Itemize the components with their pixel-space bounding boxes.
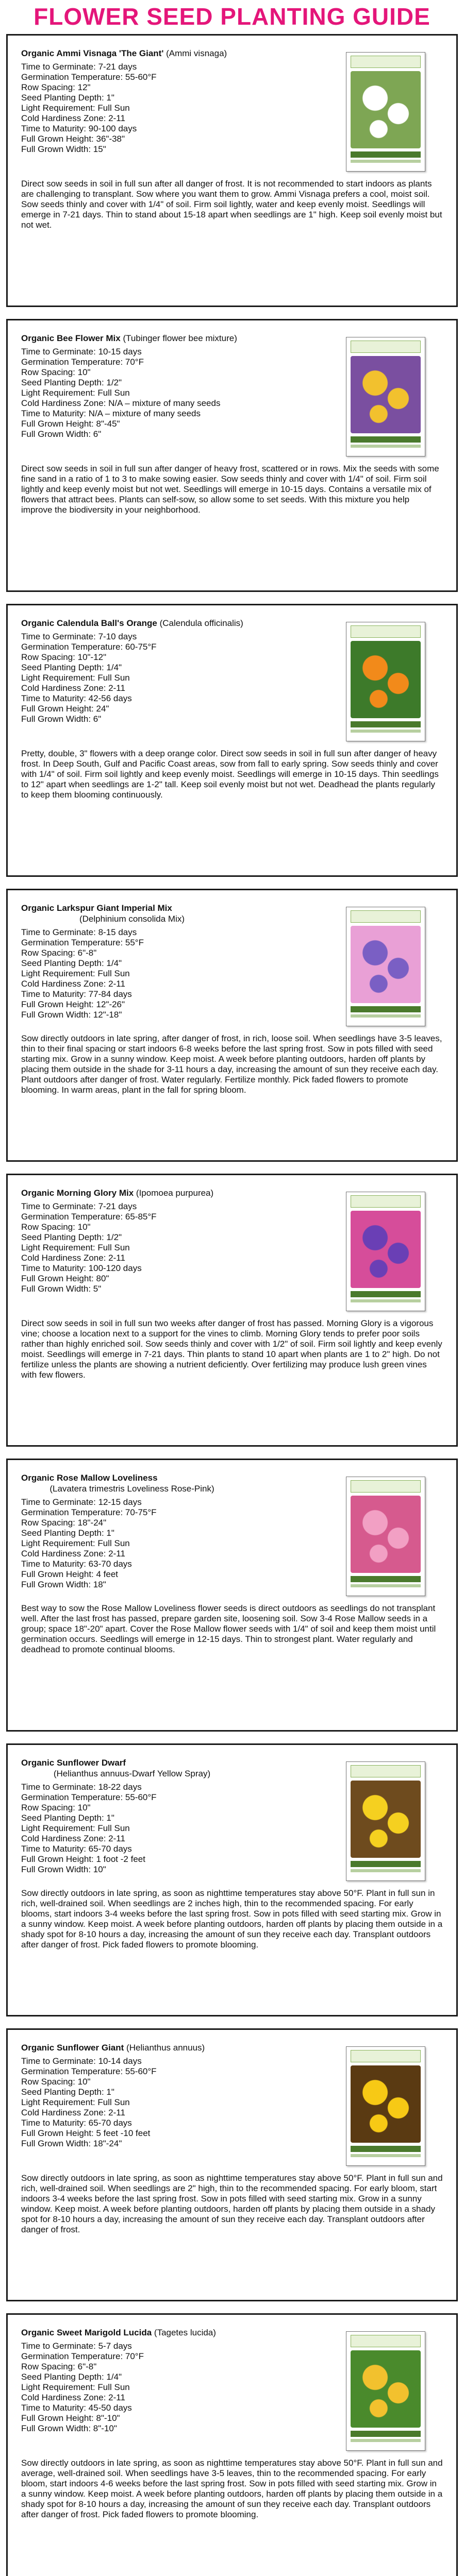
- seed-packet-image: [346, 622, 425, 741]
- spec-line: Cold Hardiness Zone: N/A – mixture of many seeds: [21, 398, 221, 408]
- spec-line: Time to Germinate: 12-15 days: [21, 1497, 142, 1507]
- seed-card-title: [21, 1757, 310, 1779]
- seed-name: Organic Sweet Marigold Lucida: [21, 2328, 152, 2337]
- spec-line: Seed Planting Depth: 1": [21, 1528, 114, 1538]
- spec-line: Full Grown Height: 8"-45": [21, 419, 120, 429]
- seed-latin-name: (Helianthus annuus): [126, 2043, 205, 2053]
- spec-line: Seed Planting Depth: 1/4": [21, 958, 122, 968]
- seed-card: [6, 889, 458, 1162]
- spec-line: Full Grown Height: 4 feet: [21, 1569, 119, 1579]
- seed-latin-subtitle: (Helianthus annuus-Dwarf Yellow Spray): [53, 1769, 211, 1778]
- spec-line: Full Grown Height: 8"-10": [21, 2413, 120, 2423]
- seed-card-title: [21, 903, 310, 924]
- spec-line: Time to Germinate: 18-22 days: [21, 1782, 142, 1792]
- spec-line: Time to Maturity: 63-70 days: [21, 1559, 132, 1569]
- seed-packet-image: [346, 337, 425, 456]
- seed-name: Organic Larkspur Giant Imperial Mix: [21, 903, 172, 913]
- spec-line: Full Grown Width: 6": [21, 429, 102, 439]
- seed-planting-instructions: Sow directly outdoors in late spring, as soon as nighttime temperatures stay above 50°F. Plant in full sun and average, well-drained soil. When seedlings have 3-5 leaves, thin to the recommended spacing. For early bloom, start indoors 4-6 weeks before the last spring frost. Sow in pots filled with seed starting mix. Grow in a sunny window. Keep moist. A week before planting outdoors, harden off plants by placing them outside in a shady spot for 8-10 hours a day, increasing the amount of sun they receive each day. Transplant outdoors after danger of frost. Pick faded flowers to promote blooming.: [21, 2458, 443, 2519]
- spec-line: Full Grown Width: 18"-24": [21, 2139, 122, 2148]
- spec-line: Seed Planting Depth: 1": [21, 2087, 114, 2097]
- seed-name: Organic Ammi Visnaga 'The Giant': [21, 48, 164, 58]
- spec-line: Seed Planting Depth: 1/2": [21, 1232, 122, 1242]
- seed-card-title: [21, 618, 310, 629]
- seed-card: [6, 1174, 458, 1447]
- spec-line: Time to Maturity: 65-70 days: [21, 2118, 132, 2128]
- spec-line: Full Grown Width: 15": [21, 144, 106, 154]
- spec-line: Light Requirement: Full Sun: [21, 1538, 130, 1548]
- seed-planting-instructions: Pretty, double, 3" flowers with a deep orange color. Direct sow seeds in soil in full sun after danger of heavy frost. In Deep South, Gulf and Pacific Coast areas, sow from fall to early spring. Sow seeds thinly and cover with 1/4" of soil. Firm soil lightly and keep evenly moist. Seedlings will emerge in 10-15 days. Thin seedlings to 12" apart when seedlings are 1-2" tall. Keep soil evenly moist but not wet. Deadhead the plants regularly to keep them blooming continuously.: [21, 749, 439, 800]
- seed-planting-instructions: Direct sow seeds in soil in full sun after all danger of frost. It is not recommended to start indoors as plants are challenging to transplant. Sow where you want them to grow. Ammi Visnaga prefers a cool, moist soil. Sow seeds thinly and cover with 1/4" of soil. Firm soil lightly, water and keep evenly moist. Seedlings will emerge in 7-21 days. Thin to stand about 15-18 apart when seedlings are 1" high. Keep soil evenly moist but not wet.: [21, 179, 442, 230]
- spec-line: Germination Temperature: 55-60°F: [21, 1792, 157, 1802]
- seed-planting-instructions: Direct sow seeds in soil in full sun after danger of heavy frost, scattered or in rows. Mix the seeds with some fine sand in a ratio of 1 to 3 to make sowing easier. Sow seeds thinly and cover with 1/4" of soil. Firm soil lightly and keep evenly moist but not wet. Seedlings will emerge in 10-15 days. Contains a versatile mix of flowers that attract bees. Plants can self-sow, so allow some to set seeds. With this mixture you help improve the biodiversity in your neighborhood.: [21, 464, 439, 515]
- spec-line: Time to Germinate: 10-15 days: [21, 347, 142, 357]
- spec-line: Cold Hardiness Zone: 2-11: [21, 2108, 125, 2117]
- seed-packet-image: [346, 52, 425, 172]
- seed-name: Organic Sunflower Giant: [21, 2043, 124, 2053]
- seed-packet-image: [346, 1192, 425, 1311]
- spec-line: Full Grown Height: 36"-38": [21, 134, 125, 144]
- spec-line: Germination Temperature: 65-85°F: [21, 1212, 157, 1222]
- seed-card-title: [21, 333, 310, 344]
- seed-packet-image: [346, 2331, 425, 2451]
- seed-latin-name: (Calendula officinalis): [159, 618, 243, 628]
- seed-latin-name: (Tubinger flower bee mixture): [123, 333, 237, 343]
- seed-latin-subtitle: (Delphinium consolida Mix): [79, 914, 185, 924]
- spec-line: Light Requirement: Full Sun: [21, 103, 130, 113]
- seed-planting-instructions: Best way to sow the Rose Mallow Loveliness flower seeds is direct outdoors as seedlings do not transplant well. After the last frost has passed, prepare garden site, loosening soil. Sow 3-4 Rose Mallow seeds in a group; space 18"-20" apart. Cover the Rose Mallow flower seeds with 1/4" of soil and keep them moist until germination occurs. Seedlings will emerge in 12-15 days. Thin to strongest plant. Water regularly and deadhead to promote continual blooms.: [21, 1603, 436, 1654]
- spec-line: Time to Maturity: N/A – mixture of many seeds: [21, 409, 201, 418]
- spec-line: Row Spacing: 6"-8": [21, 948, 97, 958]
- seed-specs: [21, 2341, 310, 2434]
- seed-name: Organic Morning Glory Mix: [21, 1188, 134, 1198]
- spec-line: Full Grown Height: 5 feet -10 feet: [21, 2128, 151, 2138]
- spec-line: Light Requirement: Full Sun: [21, 673, 130, 683]
- seed-specs: [21, 1201, 310, 1294]
- spec-line: Time to Maturity: 77-84 days: [21, 989, 132, 999]
- spec-line: Cold Hardiness Zone: 2-11: [21, 979, 125, 989]
- seed-specs: [21, 1782, 310, 1875]
- spec-line: Germination Temperature: 55-60°F: [21, 72, 157, 82]
- spec-line: Light Requirement: Full Sun: [21, 1823, 130, 1833]
- spec-line: Row Spacing: 18"-24": [21, 1518, 107, 1528]
- seed-specs: [21, 347, 310, 439]
- seed-card-title: [21, 2327, 310, 2338]
- seed-card: [6, 2313, 458, 2576]
- spec-line: Light Requirement: Full Sun: [21, 2097, 130, 2107]
- spec-line: Time to Germinate: 7-10 days: [21, 632, 137, 641]
- seed-latin-subtitle: (Lavatera trimestris Loveliness Rose-Pink): [49, 1484, 214, 1494]
- spec-line: Full Grown Width: 8"-10": [21, 2424, 117, 2433]
- seed-specs: [21, 1497, 310, 1590]
- seed-packet-image: [346, 1761, 425, 1881]
- spec-line: Cold Hardiness Zone: 2-11: [21, 2393, 125, 2402]
- spec-line: Row Spacing: 12": [21, 82, 91, 92]
- spec-line: Germination Temperature: 55°F: [21, 938, 144, 947]
- seed-planting-instructions: Direct sow seeds in soil in full sun two weeks after danger of frost has passed. Morning Glory is a vigorous vine; choose a location next to a support for the vines to climb. Morning Glory tends to prefer poor soils rather than highly enriched soil. Sow seeds thinly and cover with 1/2" of soil. Firm soil lightly and keep evenly moist. Seedlings will emerge in 7-21 days. Thin plants to stand 10 apart when plants are 1 to 2" high. Do not fertilize unless the plants are showing a nutrient deficiently. Over fertilizing may produce lush green vines with few flowers.: [21, 1318, 442, 1380]
- seed-card: [6, 319, 458, 592]
- seed-name: Organic Bee Flower Mix: [21, 333, 121, 343]
- spec-line: Row Spacing: 10": [21, 2077, 91, 2087]
- seed-name: Organic Sunflower Dwarf: [21, 1758, 126, 1768]
- seed-card-title: [21, 1472, 310, 1494]
- spec-line: Full Grown Width: 12"-18": [21, 1010, 122, 1020]
- seed-specs: [21, 2056, 310, 2149]
- seed-name: Organic Rose Mallow Loveliness: [21, 1473, 158, 1483]
- spec-line: Full Grown Width: 6": [21, 714, 102, 724]
- spec-line: Light Requirement: Full Sun: [21, 969, 130, 978]
- seed-card-list: [0, 34, 464, 2576]
- seed-card-title: [21, 1188, 310, 1198]
- spec-line: Time to Maturity: 100-120 days: [21, 1263, 142, 1273]
- seed-planting-instructions: Sow directly outdoors in late spring, after danger of frost, in rich, loose soil. When seedlings have 3-5 leaves, thin to their final spacing or start indoors 6-8 weeks before the last spring frost. Sow in pots filled with seed starting mix. Grow in a sunny window. Keep moist. A week before planting outdoors, harden off plants by placing them outside in the shade for 3-11 hours a day, increasing the amount of sun they receive each day. Plant outdoors after danger of frost. Water regularly. Fertilize monthly. Pick faded flowers to promote blooming. In warm areas, plant in the fall for spring bloom.: [21, 1033, 442, 1095]
- seed-latin-name: (Ipomoea purpurea): [136, 1188, 214, 1198]
- spec-line: Seed Planting Depth: 1": [21, 1813, 114, 1823]
- spec-line: Seed Planting Depth: 1/2": [21, 378, 122, 387]
- spec-line: Cold Hardiness Zone: 2-11: [21, 113, 125, 123]
- spec-line: Full Grown Width: 10": [21, 1865, 106, 1874]
- seed-card: [6, 604, 458, 877]
- spec-line: Full Grown Width: 5": [21, 1284, 102, 1294]
- spec-line: Time to Germinate: 10-14 days: [21, 2056, 142, 2066]
- seed-name: Organic Calendula Ball's Orange: [21, 618, 157, 628]
- spec-line: Time to Maturity: 45-50 days: [21, 2403, 132, 2413]
- spec-line: Seed Planting Depth: 1/4": [21, 2372, 122, 2382]
- spec-line: Time to Maturity: 65-70 days: [21, 1844, 132, 1854]
- seed-latin-name: (Tagetes lucida): [154, 2328, 216, 2337]
- spec-line: Germination Temperature: 70-75°F: [21, 1507, 157, 1517]
- spec-line: Germination Temperature: 70°F: [21, 357, 144, 367]
- spec-line: Full Grown Height: 1 foot -2 feet: [21, 1854, 145, 1864]
- spec-line: Germination Temperature: 55-60°F: [21, 2066, 157, 2076]
- seed-specs: [21, 927, 310, 1020]
- spec-line: Row Spacing: 10": [21, 1222, 91, 1232]
- spec-line: Cold Hardiness Zone: 2-11: [21, 1253, 125, 1263]
- spec-line: Full Grown Height: 24": [21, 704, 109, 714]
- seed-packet-image: [346, 907, 425, 1026]
- spec-line: Time to Germinate: 8-15 days: [21, 927, 137, 937]
- spec-line: Light Requirement: Full Sun: [21, 2382, 130, 2392]
- spec-line: Light Requirement: Full Sun: [21, 388, 130, 398]
- spec-line: Full Grown Height: 80": [21, 1274, 109, 1283]
- seed-card: [6, 34, 458, 307]
- spec-line: Cold Hardiness Zone: 2-11: [21, 1834, 125, 1843]
- seed-packet-image: [346, 2046, 425, 2166]
- seed-card: [6, 1743, 458, 2016]
- spec-line: Full Grown Height: 12"-26": [21, 999, 125, 1009]
- spec-line: Time to Germinate: 7-21 days: [21, 1201, 137, 1211]
- spec-line: Row Spacing: 10": [21, 1803, 91, 1812]
- spec-line: Cold Hardiness Zone: 2-11: [21, 683, 125, 693]
- spec-line: Time to Germinate: 5-7 days: [21, 2341, 132, 2351]
- spec-line: Time to Maturity: 90-100 days: [21, 124, 137, 133]
- spec-line: Germination Temperature: 70°F: [21, 2351, 144, 2361]
- spec-line: Time to Maturity: 42-56 days: [21, 693, 132, 703]
- seed-card-title: [21, 2042, 310, 2053]
- seed-specs: [21, 62, 310, 155]
- seed-latin-name: (Ammi visnaga): [166, 48, 227, 58]
- seed-specs: [21, 632, 310, 724]
- seed-card-title: [21, 48, 310, 59]
- spec-line: Seed Planting Depth: 1": [21, 93, 114, 103]
- seed-card: [6, 1459, 458, 1732]
- spec-line: Time to Germinate: 7-21 days: [21, 62, 137, 72]
- spec-line: Full Grown Width: 18": [21, 1580, 106, 1589]
- spec-line: Row Spacing: 10": [21, 367, 91, 377]
- seed-planting-instructions: Sow directly outdoors in late spring, as soon as nighttime temperatures stay above 50°F. Plant in full sun and rich, well-drained soil. When seedlings are 2" high, thin to the recommended spacing. For early bloom, start indoors 3-4 weeks before the last spring frost. Sow in pots filled with seed starting mix. Grow in a sunny window. Keep moist. A week before planting outdoors, harden off plants by placing them outside in a shady spot for 8-10 hours a day, increasing the amount of sun they receive each day. Transplant outdoors after danger of frost.: [21, 2173, 443, 2234]
- seed-card: [6, 2028, 458, 2301]
- spec-line: Seed Planting Depth: 1/4": [21, 663, 122, 672]
- spec-line: Row Spacing: 10"-12": [21, 652, 107, 662]
- spec-line: Row Spacing: 6"-8": [21, 2362, 97, 2371]
- page-title: FLOWER SEED PLANTING GUIDE: [34, 3, 430, 30]
- seed-planting-instructions: Sow directly outdoors in late spring, as soon as nighttime temperatures stay above 50°F. Plant in full sun in rich, well-drained soil. When seedlings are 2 inches high, thin to the recommended spacing. For early blooms, start indoors 3-4 weeks before the last spring frost. Sow in pots filled with seed starting mix. Grow in a sunny window. Keep moist. A week before planting outdoors, harden off plants by placing them outside in a shady spot for 8-10 hours a day, increasing the amount of sun they receive each day. Transplant outdoors after danger of frost. Pick faded flowers to promote blooming.: [21, 1888, 443, 1950]
- spec-line: Cold Hardiness Zone: 2-11: [21, 1549, 125, 1558]
- seed-packet-image: [346, 1477, 425, 1596]
- spec-line: Light Requirement: Full Sun: [21, 1243, 130, 1252]
- spec-line: Germination Temperature: 60-75°F: [21, 642, 157, 652]
